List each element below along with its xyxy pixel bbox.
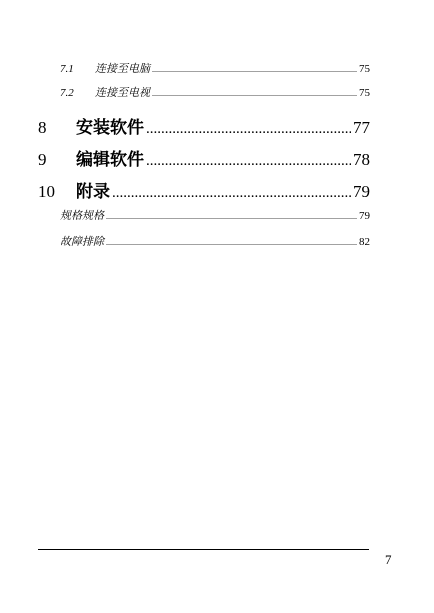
dot-leader [152, 65, 357, 74]
toc-entry-troubleshooting[interactable] [60, 233, 370, 249]
toc-entry-7-2[interactable] [60, 84, 370, 100]
dot-leader [146, 121, 351, 138]
toc-entry-specifications[interactable] [60, 207, 370, 223]
toc-entry-8[interactable] [38, 113, 370, 138]
toc-entry-9[interactable] [38, 145, 370, 170]
dot-leader [106, 212, 357, 221]
page-number: 7 [385, 552, 392, 567]
dot-leader [152, 89, 357, 98]
toc-entry-10[interactable] [38, 177, 370, 202]
toc-entry-title: 附录 [76, 182, 110, 201]
toc-entry-page: 77 [353, 118, 370, 137]
toc-entry-number: 8 [38, 118, 47, 137]
toc-entry-title: 故障排除 [60, 236, 104, 248]
dot-leader [106, 238, 357, 247]
toc-entry-title: 连接至电视 [95, 87, 150, 99]
footer-divider [38, 549, 369, 550]
toc-entry-7-1[interactable] [60, 60, 370, 76]
toc-entry-page: 75 [359, 63, 370, 75]
toc-entry-number: 7.2 [60, 87, 74, 99]
toc-entry-number: 7.1 [60, 63, 74, 75]
toc-entry-page: 75 [359, 87, 370, 99]
toc-entry-page: 79 [353, 182, 370, 201]
toc-entry-number: 10 [38, 182, 55, 201]
toc-entry-title: 规格规格 [60, 210, 104, 222]
toc-entry-title: 连接至电脑 [95, 63, 150, 75]
toc-entry-title: 安装软件 [76, 118, 144, 137]
toc-entry-number: 9 [38, 150, 47, 169]
dot-leader [112, 185, 351, 202]
toc-entry-page: 79 [359, 210, 370, 222]
dot-leader [146, 153, 351, 170]
toc-entry-page: 82 [359, 236, 370, 248]
toc-entry-page: 78 [353, 150, 370, 169]
toc-entry-title: 编辑软件 [76, 150, 144, 169]
